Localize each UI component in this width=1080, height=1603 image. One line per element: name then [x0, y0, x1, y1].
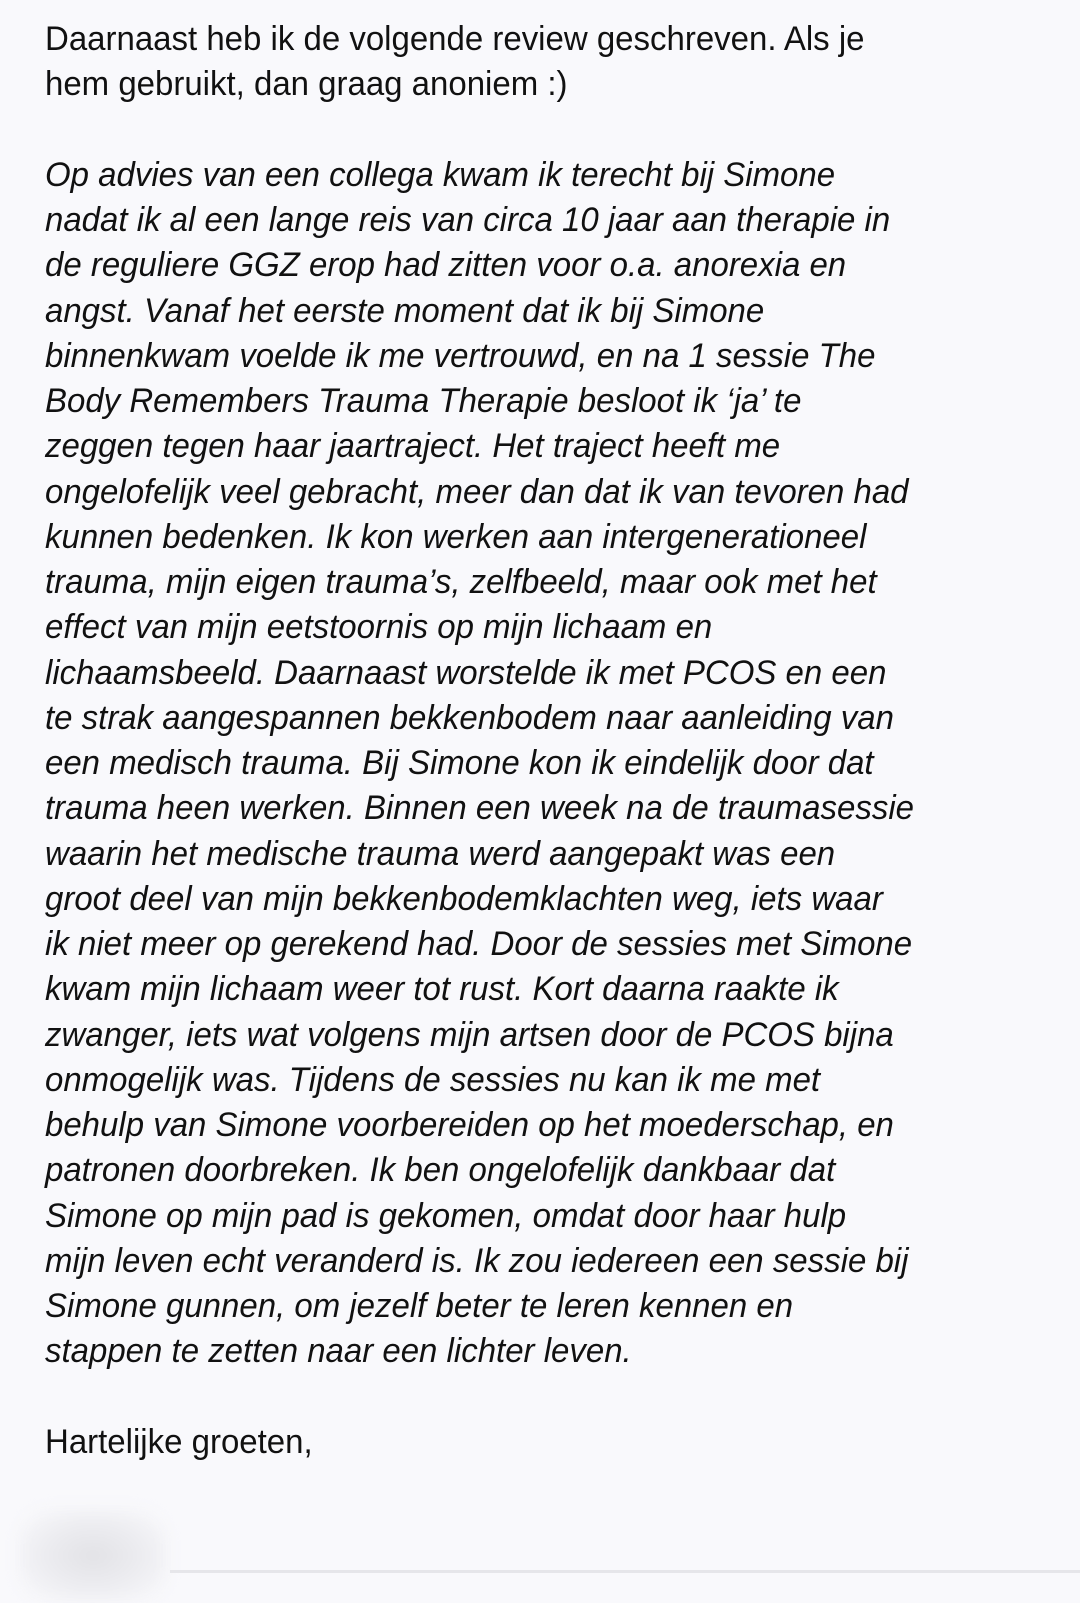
- text-line: patronen doorbreken. Ik ben ongelofelijk dankbaar dat: [45, 1151, 836, 1190]
- text-line: zeggen tegen haar jaartraject. Het traject heeft me: [45, 427, 781, 466]
- text-line: nadat ik al een lange reis van circa 10 jaar aan therapie in: [45, 201, 891, 239]
- text-line: Op advies van een collega kwam ik terecht bij Simone: [45, 155, 836, 194]
- text-line: te strak aangespannen bekkenbodem naar aanleiding van: [45, 698, 894, 737]
- intro-paragraph: [45, 17, 941, 108]
- text-line: ik niet meer op gerekend had. Door de sessies met Simone: [45, 925, 913, 963]
- text-line: lichaamsbeeld. Daarnaast worstelde ik met PCOS en een: [45, 653, 887, 692]
- text-line: zwanger, iets wat volgens mijn artsen door de PCOS bijna: [45, 1015, 894, 1054]
- text-line: Daarnaast heb ik de volgende review geschreven. Als je: [45, 20, 865, 58]
- divider: [170, 1570, 1080, 1573]
- text-line: ongelofelijk veel gebracht, meer dan dat ik van tevoren had: [45, 472, 909, 511]
- blurred-avatar: [18, 1508, 168, 1603]
- text-line: hem gebruikt, dan graag anoniem :): [45, 65, 568, 104]
- closing-text: Hartelijke groeten,: [45, 1422, 313, 1461]
- review-quote: [45, 153, 941, 1375]
- text-line: Simone op mijn pad is gekomen, omdat door haar hulp: [45, 1196, 847, 1235]
- text-line: de reguliere GGZ erop had zitten voor o.a. anorexia en: [45, 246, 847, 285]
- text-line: kunnen bedenken. Ik kon werken aan intergenerationeel: [45, 517, 867, 556]
- text-line: Simone gunnen, om jezelf beter te leren kennen en: [45, 1287, 794, 1325]
- text-line: waarin het medische trauma werd aangepakt was een: [45, 834, 836, 873]
- text-line: behulp van Simone voorbereiden op het moederschap, en: [45, 1106, 894, 1144]
- text-line: effect van mijn eetstoornis op mijn lichaam en: [45, 608, 713, 647]
- text-line: angst. Vanaf het eerste moment dat ik bij Simone: [45, 291, 765, 330]
- text-line: mijn leven echt veranderd is. Ik zou iedereen een sessie bij: [45, 1241, 909, 1280]
- text-line: onmogelijk was. Tijdens de sessies nu kan ik me met: [45, 1060, 821, 1099]
- text-line: kwam mijn lichaam weer tot rust. Kort daarna raakte ik: [45, 970, 839, 1009]
- text-line: trauma, mijn eigen trauma’s, zelfbeeld, maar ook met het: [45, 563, 877, 601]
- text-line: binnenkwam voelde ik me vertrouwd, en na 1 sessie The: [45, 336, 876, 375]
- text-line: een medisch trauma. Bij Simone kon ik eindelijk door dat: [45, 744, 874, 782]
- message-body: [45, 17, 941, 1465]
- text-line: stappen te zetten naar een lichter leven.: [45, 1332, 632, 1371]
- text-line: Body Remembers Trauma Therapie besloot ik ‘ja’ te: [45, 382, 802, 420]
- text-line: trauma heen werken. Binnen een week na de traumasessie: [45, 789, 914, 828]
- text-line: groot deel van mijn bekkenbodemklachten weg, iets waar: [45, 879, 883, 918]
